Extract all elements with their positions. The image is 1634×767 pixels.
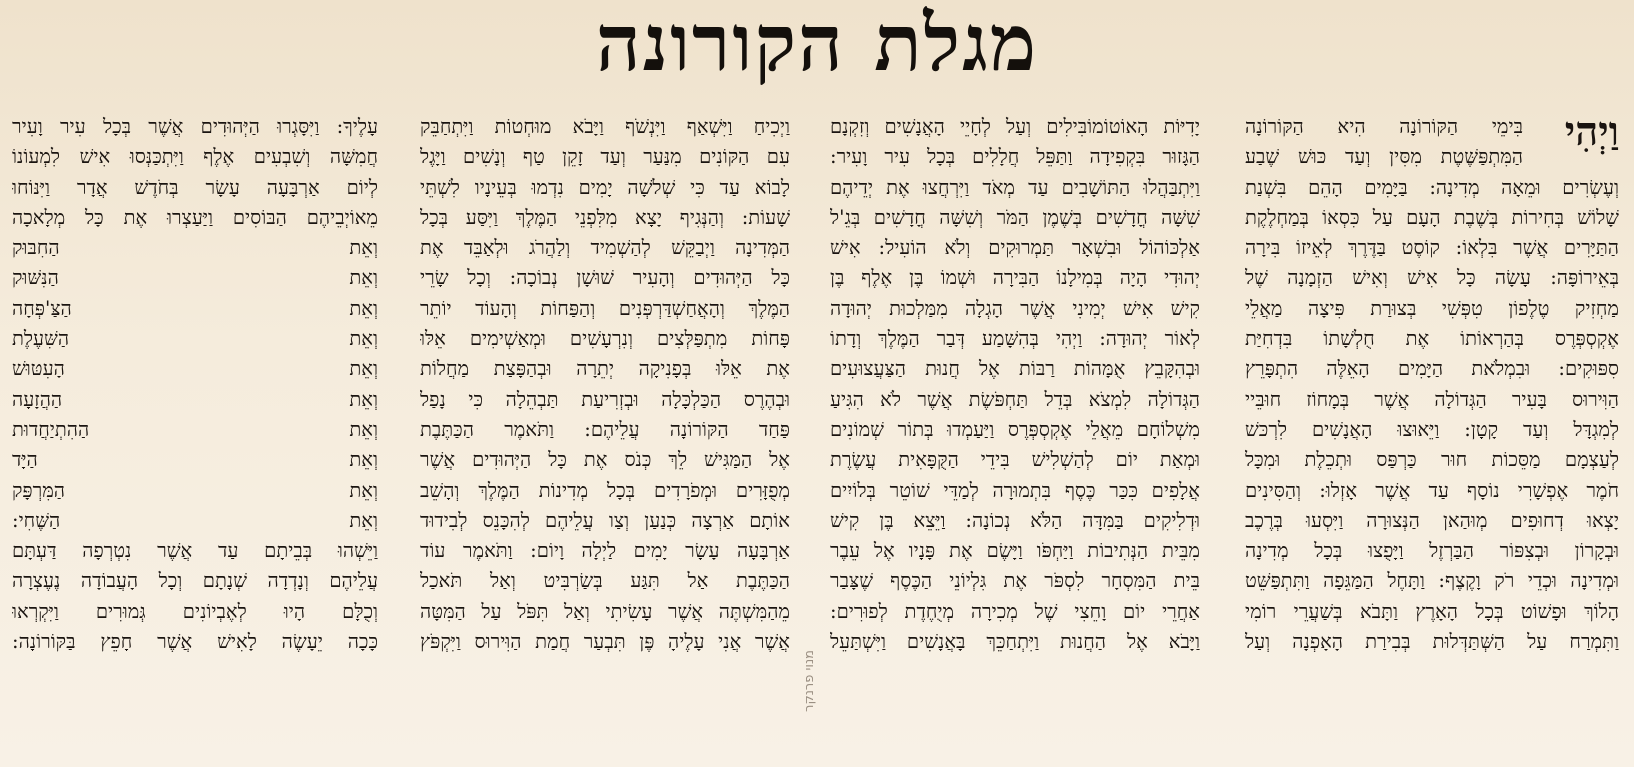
text-line: שָׁלוֹשׁ בְּחִירוֹת בְּשֶׁבֶת הָעָם עַל כִּסְאוֹ בְּמַחְלֶקֶת xyxy=(1245,205,1619,229)
list-item-text: הַשֶּׁחִי: xyxy=(12,508,61,532)
text-column-1 xyxy=(1245,112,1619,764)
list-lead: וְאֵת xyxy=(349,387,378,411)
text-line: מִבֵּית הַנְּתִיבוֹת וַיַּחְפֹּו וַיָּשֶׂם אֶת פָּנָיו אֶל עֵבֶר xyxy=(830,539,1200,563)
text-line: שָׁעוֹת: וְהַנְּגִיף יָצָא מִלִּפְנֵי הַמֶּלֶךְ וַיִּסַּע בְּכָל xyxy=(420,205,790,229)
list-lead: וְאֵת xyxy=(349,236,378,260)
list-lead: וְאֵת xyxy=(349,327,378,351)
page-title: מגלת הקורונה xyxy=(595,0,1039,89)
text-line: אַחֲרֵי יוֹם וָחֵצִי שֶׁל מְכִירָה מְיֻחֶדֶת לְפוּרִים: xyxy=(830,599,1200,623)
list-lead: וְאֵת xyxy=(349,478,378,502)
text-line: הַגְּדוֹלָה לִמְצֹא בְּדֵל תַּחְפֹּשֶׂת אֲשֶׁר לֹא הִגִּיעַ xyxy=(830,387,1200,411)
dropcap-word: וַיְהִי xyxy=(1564,112,1619,155)
text-line: וַיֵּשְׁהוּ בְּבֵיתָם עַד אֲשֶׁר נִטְרְפָה דַּעְתָּם xyxy=(12,539,378,563)
list-item xyxy=(12,263,378,293)
text-line: וַיָּבֹא אֶל הַחֲנוּת וַיִּתְחַכֵּךְ בָּאֲנָשִׁים וַיִּשְׁתַּעֵל xyxy=(830,630,1200,654)
text-line: אֶל הַמַּגִּישׁ לֵךְ כְּנֹס אֶת כָּל הַיְּהוּדִים אֲשֶׁר xyxy=(420,448,790,472)
list-item-text: הַהִתְיַחֲדוּת xyxy=(12,417,90,441)
text-line: הַתַּיָּרִים אֲשֶׁר בִּלְאוֹ: קוֹסֶט בַּדֶּרֶךְ לְאֵיזוֹ בִּירָה xyxy=(1245,236,1619,260)
text-line: אֶקְסְפְּרֶס בְּהַרְאוֹתוֹ אֶת חֻלְשָׁתוֹ בִּדְחִיַּת xyxy=(1245,327,1619,351)
text-line: עֲלֵיהֶם וְנָדְדָה שְׁנָתָם וְכָל הָעֲבוֹדָה נֶעֶצְרָה xyxy=(12,569,378,593)
list-item-text: הַצַּ'פְּחָה xyxy=(12,296,72,320)
text-line: שִׁשָּׁה חֳדָשִׁים בְּשֶׁמֶן הַמֹּר וְשִׁשָּׁה חֳדָשִׁים בְּגֵ'ל xyxy=(830,205,1200,229)
text-line: אוֹתָם אַרְצָה כְּנַעַן וְצַו עֲלֵיהֶם לְהִכָּנֵס לְבִידוּד xyxy=(420,508,790,532)
text-line: לְעַצְמָם מַסֵּכוֹת חוּר כַּרְפַּס וּתְכֵלֶת וּמִכָּל xyxy=(1245,448,1619,472)
list-item xyxy=(12,294,378,324)
text-line: חֹמֶר אֶפְשָׁרִי נוֹסָף עַד אֲשֶׁר אָזְלוּ: וְהַסִּינִים xyxy=(1245,478,1619,502)
list-item-text: הַחִבּוּק xyxy=(12,236,60,260)
list-item xyxy=(12,324,378,354)
text-column-3 xyxy=(420,112,790,764)
text-line: בְּאֵירוֹפָּה: עָשָׂה כָּל אִישׁ וְאִישׁ הַזְמָנָה שֶׁל xyxy=(1245,266,1619,290)
text-line: הָלוֹךְ וּפָשׁוֹט בְּכָל הָאָרֶץ וַתָּבֹא בְּשַׁעֲרֵי רוֹמִי xyxy=(1245,599,1619,623)
list-item-text: הַנִּשּׁוּק xyxy=(12,266,59,290)
list-item xyxy=(12,415,378,445)
text-line: הַוִּירוּס בָּעִיר הַגְּדוֹלָה אֲשֶׁר בְּמָחוֹז חוּבֵּיי xyxy=(1245,387,1619,411)
text-line: וַיְכִיחַ וַיִּשְׁאַף וַיִּנְשֹׁף וַיָּבֹא מוּחְטוֹת וַיִּתְחַבֵּק xyxy=(420,115,790,138)
text-line: הַכַּתֶּבֶת אַל תִּגַּע בְּשַׂרְבִּיט וְאַל תֹּאכַל xyxy=(420,569,790,593)
text-line: פַּחַד הַקּוֹרוֹנָה עֲלֵיהֶם: וַתֹּאמֶר הַכַּתֶּבֶת xyxy=(420,417,790,441)
list-item-text: הַיָּד xyxy=(12,448,38,472)
list-lead: וְאֵת xyxy=(349,296,378,320)
text-line: בֵּית הַמִּסְחָר לִסְפֹּר אֶת גִּלְיוֹנֵי הַכֶּסֶף שֶׁצָּבַר xyxy=(830,569,1200,593)
list-item-text: הַשִּׁעֶלֶת xyxy=(12,327,70,351)
text-line: לְיוֹם אַרְבָּעָה עָשָׂר בְּחֹדֶשׁ אֲדָר וַיִּנּוֹחוּ xyxy=(12,175,378,199)
text-line: עָלֶיךָ: וַיִּסָּגְרוּ הַיְּהוּדִים אֲשֶׁר בְּכָל עִיר וָעִיר xyxy=(12,115,378,138)
text-line: אַלְכּוֹהוֹל וּבִשְׁאָר תַּמְרוּקִים וְלֹא הוֹעִיל: אִישׁ xyxy=(830,236,1200,260)
photo-credit: מנוי פרנקר xyxy=(802,650,817,712)
text-line: הַמְּדִינָה וַיְבַקֵּשׁ לְהַשְׁמִיד וְלַהֲרֹג וּלְאַבֵּד אֶת xyxy=(420,236,790,260)
list-item xyxy=(12,385,378,415)
text-line: אֲלָפִים כִּכַּר כֶּסֶף בִּתְמוּרָה לְמַדֵּי שׁוֹטֵר בְּלוֹיִים xyxy=(830,478,1200,502)
text-line: לְאוֹר יְהוּדָה: וַיְהִי בְּהִשָּׁמַע דְּבַר הַמֶּלֶךְ וְדָתוֹ xyxy=(830,327,1200,351)
text-column-4 xyxy=(12,112,378,764)
list-item-text: הַמִּרְפָּק xyxy=(12,478,66,502)
list-item-text: הַהֲזָעָה xyxy=(12,387,63,411)
text-line: לְמִגְדָּל וְעַד קָטָן: וַיֵּאוּצוּ הָאֲנָשִׁים לִרְכּשׁ xyxy=(1245,417,1619,441)
text-line: וְכֻלָּם הָיוּ לְאֶבְיוֹנִים גְּמוּרִים וַיִּקְרְאוּ xyxy=(12,599,378,623)
list-lead: וְאֵת xyxy=(349,357,378,381)
text-line: סִפּוּקִים: וּבִמְלֹאת הַיָּמִים הָאֵלֶּה הִתְפָּרֵץ xyxy=(1245,357,1619,381)
text-line: וּמְאַת יוֹם לְהַשְׁלִישׁ בִּידֵי הַקֻּפָּאִית עֲשֶׂרֶת xyxy=(830,448,1200,472)
list-lead: וְאֵת xyxy=(349,508,378,532)
text-line: כָּכָה יֵעָשֶׂה לָאִישׁ אֲשֶׁר חָפֵץ בַּקּוֹרוֹנָה: xyxy=(12,630,378,654)
text-column-2 xyxy=(830,112,1200,764)
text-line: יָדִיּוֹת הָאוֹטוֹמוֹבִּילִים וְעַל לְחָיֵי הָאֲנָשִׁים וְזִקְנָם xyxy=(830,115,1200,138)
text-line: לָבוֹא עַד כִּי שְׁלֹשָׁה יָמִים נִדְמוּ בְּעֵינָיו לִשְׁתֵּי xyxy=(420,175,790,199)
text-line: פָּחוֹת מִתְפַּלְּצִים וְנִרְעָשִׁים וּמְאַשְׁימִים אֵלּוּ xyxy=(420,327,790,351)
text-line: כָּל הַיְּהוּדִים וְהָעִיר שׁוּשָׁן נְבוֹכָה: וְכָל שָׂרֵי xyxy=(420,266,790,290)
text-line: וּבְהִקָּבֵץ אֻמָּהוֹת רַבּוֹת אֶל חֲנוּת הַצַּעֲצוּעִים xyxy=(830,357,1200,381)
text-line: אֲשֶׁר אֲנִי עָלֶיהָ פֶּן תִּבְעַר חֲמַת הַוִּירוּס וַיִּקְפֹּץ xyxy=(420,630,790,654)
text-line: וְעֶשְׂרִים וּמֵאָה מְדִינָה: בַּיָּמִים הָהֵם בִּשְׁנַת xyxy=(1245,175,1619,199)
list-item-text: הָעִטּוּשׁ xyxy=(12,357,65,381)
text-line: הַגָּזוּר בִּקְפִידָה וַתַּפֵּל חֲלָלִים בְּכָל עִיר וָעִיר: xyxy=(830,145,1200,169)
text-line: יְהוּדִי הָיָה בְּמִילָנוֹ הַבִּירָה וּשְׁמוֹ בֶּן אֶלֶף בֶּן xyxy=(830,266,1200,290)
text-line: וּבְקָרוֹן וּבְצִפּוֹר הַבַּרְזֶל וַיָּפֻצוּ בְּכָל מְדִינָה xyxy=(1245,539,1619,563)
text-line: מֵאוֹיְבֵיהֶם הַבּוֹסִים וַיַּעַצְרוּ אֶת כָּל מְלָאכָה xyxy=(12,205,378,229)
list-lead: וְאֵת xyxy=(349,417,378,441)
text-line: בִּימֵי הַקּוֹרוֹנָה הִיא הַקּוֹרוֹנָה xyxy=(1245,115,1523,138)
text-line: מַחְזִיק טֶלֶפוֹן טִפְּשִׁי בְּצוּרַת פִּיצָה מַאֲלֵי xyxy=(1245,296,1619,320)
text-line: הַמִּתְפַּשֶּׁטֶת מִסִּין וְעַד כּוּשׁ שֶׁבַע xyxy=(1245,145,1523,169)
text-line: וַתִּמְרַח עַל הַשְּׁתַּדְּלוּת בְּבִירַת הָאָפְנָה וְעַל xyxy=(1245,630,1619,654)
list-item xyxy=(12,506,378,536)
text-line: אַרְבָּעָה עָשָׂר יָמִים לַיְלָה וָיוֹם: וַתֹּאמֶר עוֹד xyxy=(420,539,790,563)
text-line: אֶת אֵלּוּ בְּפָנִיקָה יְתֵרָה וּבְהַפָּצַת מַחֲלוֹת xyxy=(420,357,790,381)
text-line: קִישׁ אִישׁ יְמִינִי אֲשֶׁר הָגְלָה מִמַּלְכוּת יְהוּדָה xyxy=(830,296,1200,320)
dropcap xyxy=(1559,112,1619,155)
list-lead: וְאֵת xyxy=(349,266,378,290)
text-line: חֲמִשָּׁה וְשִׁבְעִים אֶלֶף וַיִּתְכַּנְּסוּ אִישׁ לִמְעוֹנוֹ xyxy=(12,145,378,169)
text-line: מִשְׁלוֹחָם מֵאֲלֵי אֶקְסְפְּרֶס וַיַּעַמְדוּ בְּתוֹר שְׁמוֹנִים xyxy=(830,417,1200,441)
text-line: יָצְאוּ דְחוּפִים מְוּהַאן הַנְּצוּרָה וַיִּסְעוּ בְּרֶכֶב xyxy=(1245,508,1619,532)
text-line: וַיִּתְבַּהֲלוּ הַתּוֹשָׁבִים עַד מְאֹד וַיִּרְחֲצוּ אֶת יְדֵיהֶם xyxy=(830,175,1200,199)
text-line: עִם הַקּוֹנִים מִנַּעַר וְעַד זָקֵן טַף וְנָשִׁים וַיָּגֶל xyxy=(420,145,790,169)
list-item xyxy=(12,233,378,263)
text-line: וּמְדִינָה וּכְדֵי רֹק וָקֶצֶף: וַתָּחֶל הַמַּגֵּפָה וַתִּתְפַּשֵּׁט xyxy=(1245,569,1619,593)
list-item xyxy=(12,476,378,506)
text-line: וּבְהֶרֶס הַכַּלְכָּלָה וּבְזְרִיעַת תַּבְהֵלָה כִּי נָפַל xyxy=(420,387,790,411)
list-item xyxy=(12,445,378,475)
list-item xyxy=(12,354,378,384)
text-line: הַמֶּלֶךְ וְהָאֲחַשְׁדַּרְפְּנִים וְהַפַּחוֹת וְהָעוֹד יוֹתֵר xyxy=(420,296,790,320)
text-line: מֵהַמִּשְׁתֶּה אֲשֶׁר עָשִׂיתִי וְאַל תִּפֹּל עַל הַמִּטָּה xyxy=(420,599,790,623)
text-line: וּדְלִיקִים בַּמִּדָּה הַלֹּא נְכוֹנָה: וַיֵּצֵא בֶּן קִישׁ xyxy=(830,508,1200,532)
text-line: מְפֻזָּרִים וּמְפֹרָדִים בְּכָל מְדִינוֹת הַמֶּלֶךְ וְהָשֵׁב xyxy=(420,478,790,502)
list-lead: וְאֵת xyxy=(349,448,378,472)
